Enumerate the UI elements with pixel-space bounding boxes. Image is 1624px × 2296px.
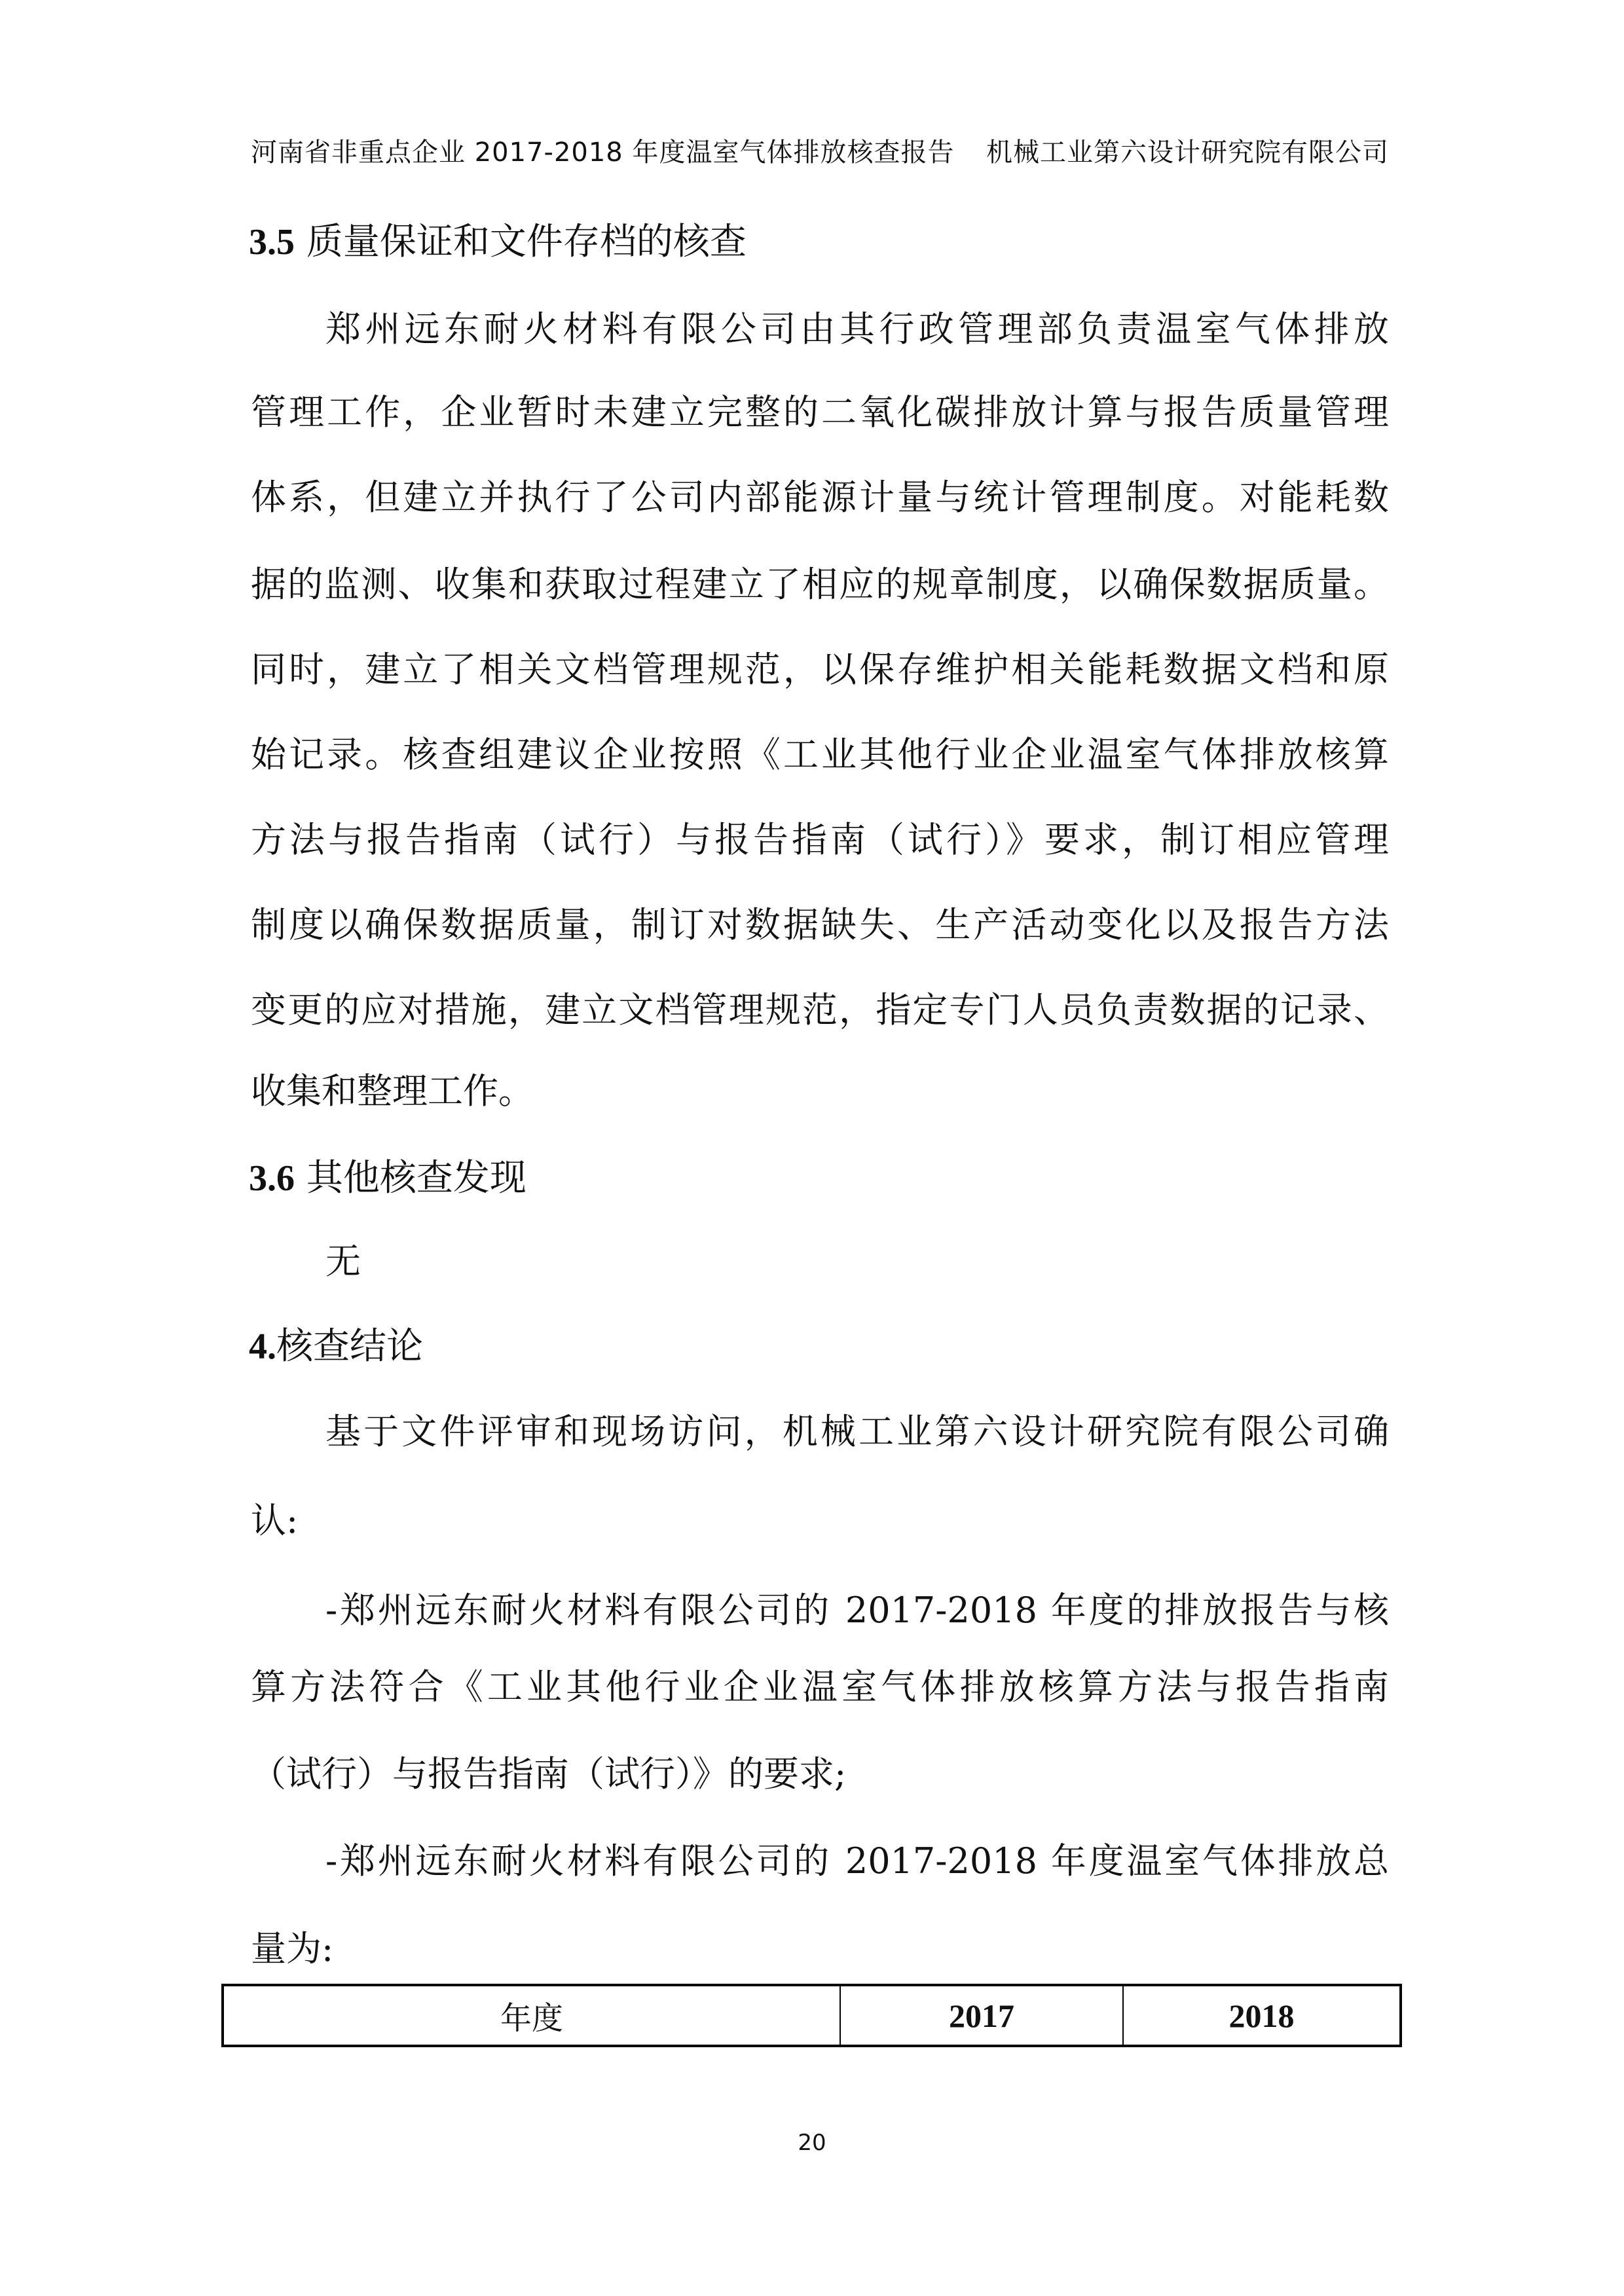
section-title: 核查结论: [276, 1325, 423, 1368]
header-report-title: 河南省非重点企业 2017-2018 年度温室气体排放核查报告: [251, 137, 955, 168]
section-number: 4.: [249, 1326, 276, 1367]
paragraph-line: 郑州远东耐火材料有限公司由其行政管理部负责温室气体排放: [325, 308, 1389, 350]
paragraph-line: 认:: [251, 1500, 299, 1541]
emissions-table: [221, 1984, 1402, 2047]
table-header-row: [223, 1985, 1401, 2046]
table-header-2017: 2017: [840, 1985, 1123, 2046]
paragraph-line: 同时，建立了相关文档管理规范，以保存维护相关能耗数据文档和原: [251, 649, 1389, 690]
paragraph-line: 始记录。核查组建议企业按照《工业其他行业企业温室气体排放核算: [251, 734, 1389, 775]
section-3-6-heading: [249, 1156, 526, 1201]
paragraph-line: 制度以确保数据质量，制订对数据缺失、生产活动变化以及报告方法: [251, 904, 1389, 945]
paragraph-line: 量为:: [251, 1928, 334, 1969]
header-organization: 机械工业第六设计研究院有限公司: [986, 137, 1389, 168]
section-number: 3.5: [249, 222, 295, 263]
paragraph-line: -郑州远东耐火材料有限公司的 2017-2018 年度的排放报告与核: [325, 1590, 1389, 1631]
page-number: 20: [798, 2130, 826, 2156]
section-4-heading: [249, 1324, 423, 1370]
paragraph-line: 方法与报告指南（试行）与报告指南（试行）》要求，制订相应管理: [251, 819, 1389, 860]
paragraph-line: 管理工作，企业暂时未建立完整的二氧化碳排放计算与报告质量管理: [251, 392, 1389, 433]
section-number: 3.6: [249, 1158, 295, 1199]
page-header: [251, 135, 1389, 170]
paragraph-line: 体系，但建立并执行了公司内部能源计量与统计管理制度。对能耗数: [251, 477, 1389, 518]
paragraph-line: 收集和整理工作。: [251, 1070, 534, 1112]
paragraph-line: -郑州远东耐火材料有限公司的 2017-2018 年度温室气体排放总: [325, 1840, 1389, 1882]
paragraph-line: 算方法符合《工业其他行业企业温室气体排放核算方法与报告指南: [251, 1666, 1389, 1707]
section-title: 其他核查发现: [306, 1157, 526, 1199]
section-3-6-body: 无: [325, 1241, 361, 1282]
section-3-5-heading: [249, 219, 747, 265]
paragraph-line: 变更的应对措施，建立文档管理规范，指定专门人员负责数据的记录、: [251, 989, 1389, 1030]
table-header-year-label: 年度: [223, 1985, 840, 2046]
table-header-2018: 2018: [1123, 1985, 1401, 2046]
paragraph-line: 基于文件评审和现场访问，机械工业第六设计研究院有限公司确: [325, 1411, 1389, 1452]
paragraph-line: （试行）与报告指南（试行）》的要求;: [251, 1753, 847, 1795]
section-title: 质量保证和文件存档的核查: [306, 221, 747, 263]
paragraph-line: 据的监测、收集和获取过程建立了相应的规章制度，以确保数据质量。: [251, 564, 1389, 605]
